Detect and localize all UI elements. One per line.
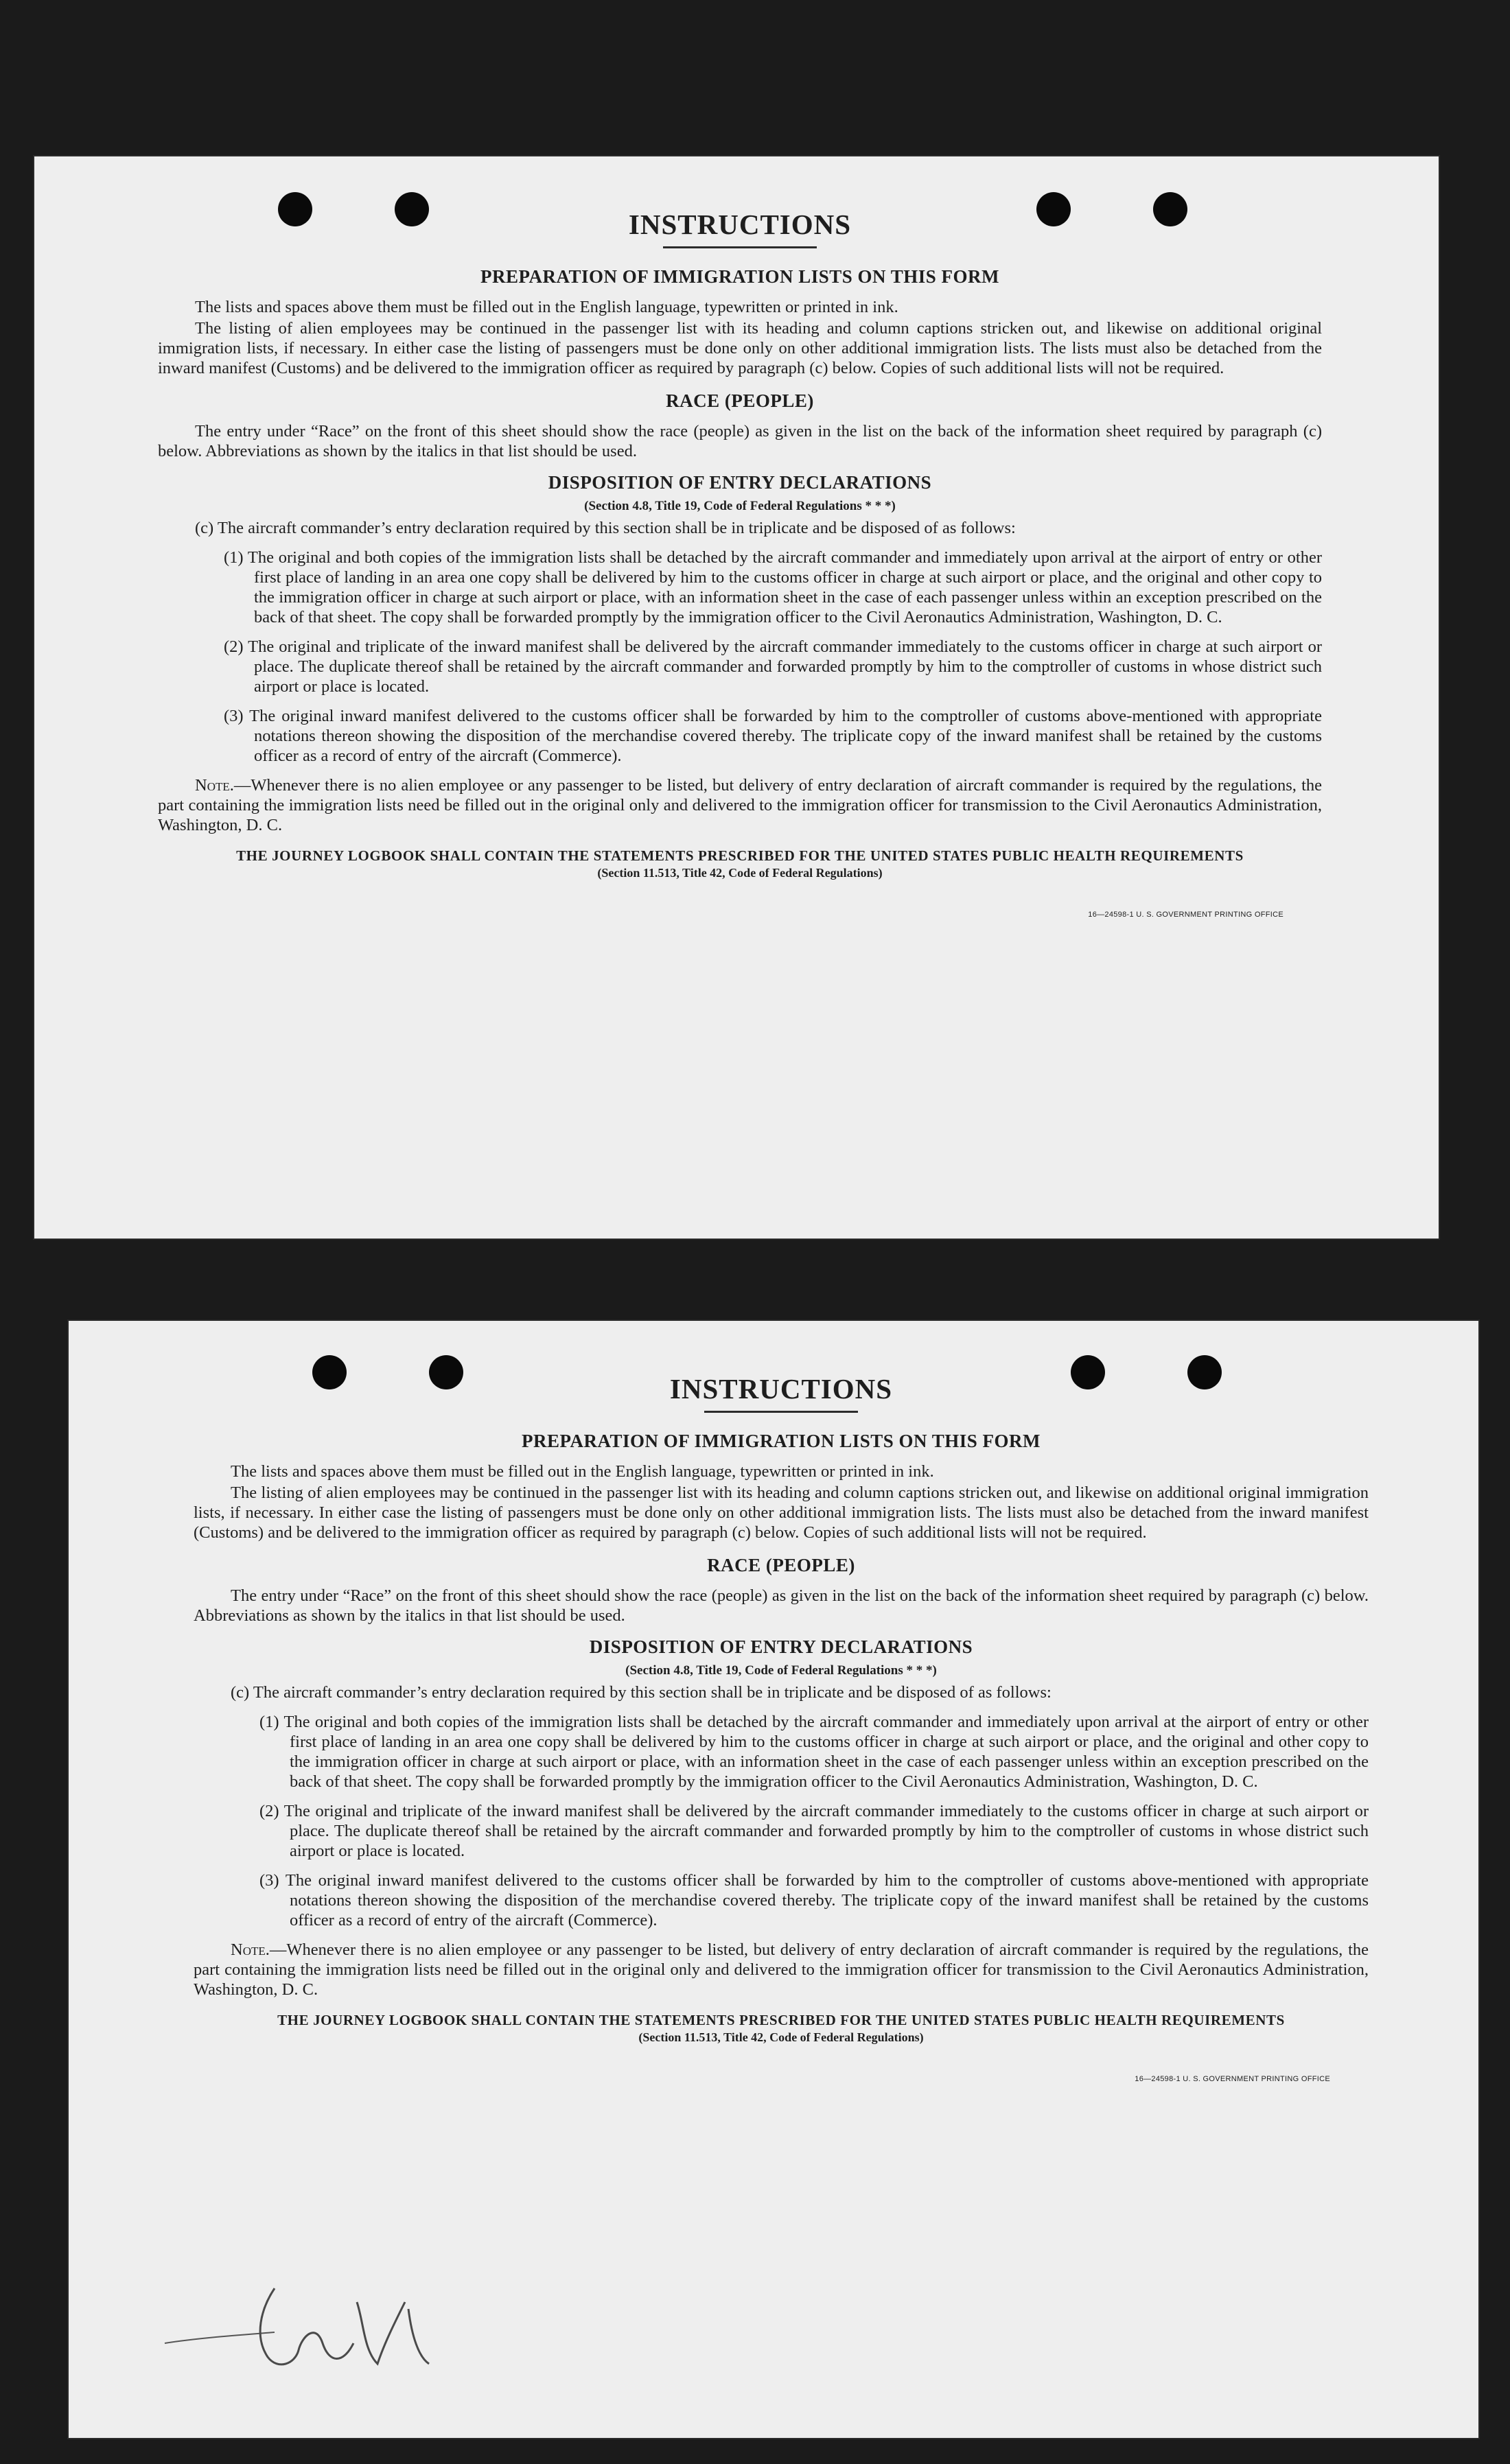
paragraph-race: The entry under “Race” on the front of this sheet should show the race (people) as given in the list on the back of the information sheet required by paragraph (c) below. Abbreviations as shown by the italics in that list should be used. — [158, 422, 1322, 460]
title-underline — [704, 1411, 858, 1413]
note-label: Note. — [231, 1940, 270, 1959]
instruction-sheet-top — [34, 156, 1439, 1239]
list-item: (2) The original and triplicate of the inward manifest shall be delivered by the aircraft commander immediately to the customs officer in charge at such airport or place. The duplicate thereof shall be retained by the aircraft commander and forwarded promptly by him to the comptroller of customs in whose district such airport or place is located. — [224, 637, 1322, 696]
logbook-section: (Section 11.513, Title 42, Code of Federal Regulations) — [597, 866, 883, 880]
paragraph-alien-employees: The listing of alien employees may be continued in the passenger list with its heading and column captions stricken out, and likewise on additional original immigration lists, if necessary. In either case the listing of passengers must be done only on other additional immigration lists. The lists must also be detached from the inward manifest (Customs) and be delivered to the immigration officer as required by paragraph (c) below. Copies of such additional lists will not be required. — [158, 319, 1322, 377]
note-text: —Whenever there is no alien employee or any passenger to be listed, but delivery of entry declaration of aircraft commander is required by the regulations, the part containing the immigration lists need be filled out in the original only and delivered to the immigration officer for transmission to the Civil Aeronautics Administration, Washington, D. C. — [194, 1940, 1369, 1999]
printer-imprint: 16—24598-1 U. S. GOVERNMENT PRINTING OFFICE — [1088, 911, 1284, 919]
title-underline — [663, 246, 817, 248]
printer-imprint: 16—24598-1 U. S. GOVERNMENT PRINTING OFFICE — [1135, 2075, 1330, 2083]
paragraph-c: (c) The aircraft commander’s entry declaration required by this section shall be in triplicate and be disposed of as follows: — [195, 519, 1016, 537]
list-item: (3) The original inward manifest delivered to the customs officer shall be forwarded by him to the comptroller of customs above-mentioned with appropriate notations thereon showing the disposition of the merchandise covered thereby. The triplicate copy of the inward manifest shall be retained by the customs officer as a record of entry of the aircraft (Commerce). — [259, 1871, 1369, 1929]
sheet-content — [69, 1372, 1478, 2083]
section-heading-race: RACE (PEOPLE) — [707, 1555, 855, 1575]
section-subheading-disposition: (Section 4.8, Title 19, Code of Federal Regulations * * *) — [625, 1663, 937, 1678]
list-item: (1) The original and both copies of the immigration lists shall be detached by the aircraft commander and immediately upon arrival at the airport of entry or other first place of landing in an area one copy shall be delivered by him to the customs officer in charge at such airport or place, and the original and other copy to the immigration officer in charge at such airport or place, with an information sheet in the case of each passenger unless within an exception prescribed on the back of that sheet. The copy shall be forwarded promptly by the immigration officer to the Civil Aeronautics Administration, Washington, D. C. — [259, 1713, 1369, 1791]
paragraph-c: (c) The aircraft commander’s entry declaration required by this section shall be in triplicate and be disposed of as follows: — [231, 1683, 1052, 1702]
note-paragraph — [194, 1940, 1369, 1999]
sheet-content — [34, 208, 1439, 919]
paragraph-lists: The lists and spaces above them must be filled out in the English language, typewritten or printed in ink. — [231, 1462, 934, 1481]
section-subheading-disposition: (Section 4.8, Title 19, Code of Federal Regulations * * *) — [584, 499, 896, 513]
note-label: Note. — [195, 776, 234, 795]
paragraph-alien-employees: The listing of alien employees may be continued in the passenger list with its heading and column captions stricken out, and likewise on additional original immigration lists, if necessary. In either case the listing of passengers must be done only on other additional immigration lists. The lists must also be detached from the inward manifest (Customs) and be delivered to the immigration officer as required by paragraph (c) below. Copies of such additional lists will not be required. — [194, 1483, 1369, 1542]
paragraph-race: The entry under “Race” on the front of this sheet should show the race (people) as given in the list on the back of the information sheet required by paragraph (c) below. Abbreviations as shown by the italics in that list should be used. — [194, 1586, 1369, 1625]
instruction-sheet-bottom — [69, 1321, 1478, 2438]
section-heading-disposition: DISPOSITION OF ENTRY DECLARATIONS — [548, 472, 932, 493]
handwritten-signature — [158, 2261, 453, 2384]
list-item: (2) The original and triplicate of the inward manifest shall be delivered by the aircraft commander immediately to the customs officer in charge at such airport or place. The duplicate thereof shall be retained by the aircraft commander and forwarded promptly by him to the comptroller of customs in whose district such airport or place is located. — [259, 1802, 1369, 1860]
paragraph-lists: The lists and spaces above them must be filled out in the English language, typewritten or printed in ink. — [195, 298, 898, 316]
page-title: INSTRUCTIONS — [669, 1373, 893, 1405]
logbook-section: (Section 11.513, Title 42, Code of Federal Regulations) — [638, 2030, 924, 2044]
list-item: (1) The original and both copies of the immigration lists shall be detached by the aircraft commander and immediately upon arrival at the airport of entry or other first place of landing in an area one copy shall be delivered by him to the customs officer in charge at such airport or place, and the original and other copy to the immigration officer in charge at such airport or place, with an information sheet in the case of each passenger unless within an exception prescribed on the back of that sheet. The copy shall be forwarded promptly by the immigration officer to the Civil Aeronautics Administration, Washington, D. C. — [224, 548, 1322, 626]
note-paragraph — [158, 775, 1322, 835]
list-item: (3) The original inward manifest delivered to the customs officer shall be forwarded by him to the comptroller of customs above-mentioned with appropriate notations thereon showing the disposition of the merchandise covered thereby. The triplicate copy of the inward manifest shall be retained by the customs officer as a record of entry of the aircraft (Commerce). — [224, 707, 1322, 765]
note-text: —Whenever there is no alien employee or any passenger to be listed, but delivery of entry declaration of aircraft commander is required by the regulations, the part containing the immigration lists need be filled out in the original only and delivered to the immigration officer for transmission to the Civil Aeronautics Administration, Washington, D. C. — [158, 776, 1322, 834]
logbook-statement: THE JOURNEY LOGBOOK SHALL CONTAIN THE STATEMENTS PRESCRIBED FOR THE UNITED STATES PUBLIC HEALTH REQUIREMENTS — [236, 847, 1244, 864]
section-heading-race: RACE (PEOPLE) — [666, 390, 814, 411]
section-heading-disposition: DISPOSITION OF ENTRY DECLARATIONS — [589, 1636, 973, 1657]
page-title: INSTRUCTIONS — [628, 209, 852, 240]
section-heading-preparation: PREPARATION OF IMMIGRATION LISTS ON THIS FORM — [521, 1431, 1041, 1451]
section-heading-preparation: PREPARATION OF IMMIGRATION LISTS ON THIS FORM — [480, 266, 1000, 287]
logbook-statement: THE JOURNEY LOGBOOK SHALL CONTAIN THE STATEMENTS PRESCRIBED FOR THE UNITED STATES PUBLIC HEALTH REQUIREMENTS — [277, 2012, 1285, 2028]
